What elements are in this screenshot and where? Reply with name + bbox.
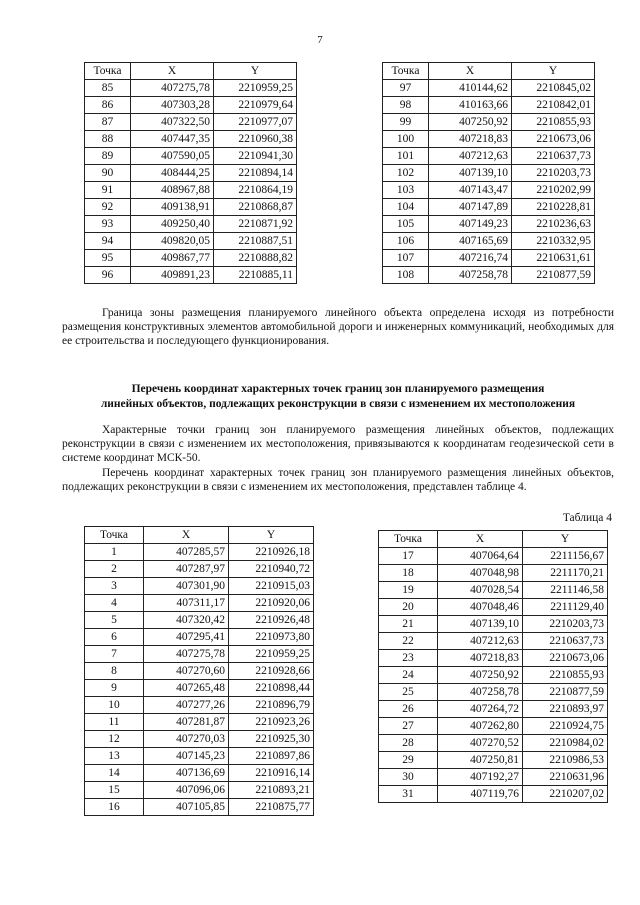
point-cell: 27 [379, 718, 438, 735]
col-header-point: Точка [85, 63, 131, 80]
y-cell: 2210894,14 [214, 165, 297, 182]
x-cell: 409867,77 [131, 250, 214, 267]
y-cell: 2210855,93 [512, 114, 595, 131]
x-cell: 407320,42 [144, 612, 229, 629]
y-cell: 2210926,18 [229, 544, 314, 561]
x-cell: 407270,03 [144, 731, 229, 748]
y-cell: 2211146,58 [523, 582, 608, 599]
heading-line-1: Перечень координат характерных точек границ зон планируемого размещения [131, 383, 545, 395]
point-cell: 85 [85, 80, 131, 97]
y-cell: 2211170,21 [523, 565, 608, 582]
x-cell: 407287,97 [144, 561, 229, 578]
x-cell: 407048,46 [438, 599, 523, 616]
point-cell: 18 [379, 565, 438, 582]
point-cell: 31 [379, 786, 438, 803]
y-cell: 2210236,63 [512, 216, 595, 233]
point-cell: 5 [85, 612, 144, 629]
col-header-y: Y [214, 63, 297, 80]
y-cell: 2210977,07 [214, 114, 297, 131]
table-row [383, 199, 595, 216]
section-heading [62, 382, 614, 412]
table-row [379, 684, 608, 701]
x-cell: 409250,40 [131, 216, 214, 233]
coordinates-table-1 [84, 62, 297, 284]
point-cell: 22 [379, 633, 438, 650]
x-cell: 407281,87 [144, 714, 229, 731]
point-cell: 4 [85, 595, 144, 612]
x-cell: 407311,17 [144, 595, 229, 612]
y-cell: 2210897,86 [229, 748, 314, 765]
table-row [85, 731, 314, 748]
x-cell: 407270,60 [144, 663, 229, 680]
table-row [85, 250, 297, 267]
y-cell: 2210864,19 [214, 182, 297, 199]
paragraph-characteristic-points: Характерные точки границ зон планируемого размещения линейных объектов, подлежащих реконструкции в связи с изменением их местоположения, привязываются к координатам геодезической сети в системе координат МСК-50. [62, 424, 614, 464]
coordinates-table-3 [84, 526, 314, 816]
table-row [85, 782, 314, 799]
table-row [379, 650, 608, 667]
x-cell: 407322,50 [131, 114, 214, 131]
col-header-x: X [131, 63, 214, 80]
x-cell: 407096,06 [144, 782, 229, 799]
table-row [379, 718, 608, 735]
point-cell: 12 [85, 731, 144, 748]
table-row [383, 148, 595, 165]
x-cell: 408967,88 [131, 182, 214, 199]
y-cell: 2210973,80 [229, 629, 314, 646]
y-cell: 2211156,67 [523, 548, 608, 565]
point-cell: 104 [383, 199, 429, 216]
y-cell: 2210925,30 [229, 731, 314, 748]
point-cell: 28 [379, 735, 438, 752]
y-cell: 2210915,03 [229, 578, 314, 595]
x-cell: 407590,05 [131, 148, 214, 165]
x-cell: 407447,35 [131, 131, 214, 148]
y-cell: 2210926,48 [229, 612, 314, 629]
table-row [383, 216, 595, 233]
table-row [383, 97, 595, 114]
table-row [379, 769, 608, 786]
coordinates-table-2 [382, 62, 595, 284]
table-row [383, 182, 595, 199]
y-cell: 2210986,53 [523, 752, 608, 769]
y-cell: 2210631,61 [512, 250, 595, 267]
col-header-x: X [438, 531, 523, 548]
table-row [379, 582, 608, 599]
y-cell: 2210855,93 [523, 667, 608, 684]
col-header-point: Точка [383, 63, 429, 80]
table-row [379, 667, 608, 684]
table-row [379, 735, 608, 752]
y-cell: 2210887,51 [214, 233, 297, 250]
y-cell: 2210941,30 [214, 148, 297, 165]
y-cell: 2210940,72 [229, 561, 314, 578]
x-cell: 407048,98 [438, 565, 523, 582]
point-cell: 94 [85, 233, 131, 250]
point-cell: 23 [379, 650, 438, 667]
x-cell: 407285,57 [144, 544, 229, 561]
point-cell: 98 [383, 97, 429, 114]
x-cell: 407265,48 [144, 680, 229, 697]
coordinates-table-4 [378, 530, 608, 803]
point-cell: 101 [383, 148, 429, 165]
point-cell: 108 [383, 267, 429, 284]
y-cell: 2210875,77 [229, 799, 314, 816]
point-cell: 88 [85, 131, 131, 148]
y-cell: 2211129,40 [523, 599, 608, 616]
y-cell: 2210979,64 [214, 97, 297, 114]
col-header-point: Точка [379, 531, 438, 548]
table-row [383, 165, 595, 182]
table-row [85, 578, 314, 595]
y-cell: 2210845,02 [512, 80, 595, 97]
point-cell: 92 [85, 199, 131, 216]
x-cell: 409891,23 [131, 267, 214, 284]
table-row [379, 616, 608, 633]
point-cell: 93 [85, 216, 131, 233]
table-row [85, 165, 297, 182]
y-cell: 2210637,73 [523, 633, 608, 650]
table-row [85, 216, 297, 233]
point-cell: 103 [383, 182, 429, 199]
x-cell: 408444,25 [131, 165, 214, 182]
point-cell: 3 [85, 578, 144, 595]
table-row [379, 701, 608, 718]
x-cell: 407216,74 [429, 250, 512, 267]
table-row [85, 80, 297, 97]
table-caption: Таблица 4 [562, 512, 612, 524]
y-cell: 2210637,73 [512, 148, 595, 165]
point-cell: 16 [85, 799, 144, 816]
point-cell: 30 [379, 769, 438, 786]
x-cell: 407262,80 [438, 718, 523, 735]
table-row [383, 114, 595, 131]
table-row [383, 267, 595, 284]
x-cell: 407136,69 [144, 765, 229, 782]
table-row [85, 267, 297, 284]
y-cell: 2210959,25 [229, 646, 314, 663]
x-cell: 407275,78 [131, 80, 214, 97]
x-cell: 407295,41 [144, 629, 229, 646]
y-cell: 2210923,26 [229, 714, 314, 731]
y-cell: 2210885,11 [214, 267, 297, 284]
point-cell: 96 [85, 267, 131, 284]
y-cell: 2210920,06 [229, 595, 314, 612]
x-cell: 407028,54 [438, 582, 523, 599]
y-cell: 2210203,73 [512, 165, 595, 182]
point-cell: 14 [85, 765, 144, 782]
table-row [379, 752, 608, 769]
heading-line-2: линейных объектов, подлежащих реконструкции в связи с изменением их местоположения [100, 398, 576, 410]
x-cell: 407250,92 [429, 114, 512, 131]
point-cell: 25 [379, 684, 438, 701]
point-cell: 87 [85, 114, 131, 131]
x-cell: 407218,83 [438, 650, 523, 667]
col-header-y: Y [229, 527, 314, 544]
table-row [379, 548, 608, 565]
y-cell: 2210928,66 [229, 663, 314, 680]
point-cell: 21 [379, 616, 438, 633]
y-cell: 2210960,38 [214, 131, 297, 148]
point-cell: 100 [383, 131, 429, 148]
table-row [85, 595, 314, 612]
x-cell: 409138,91 [131, 199, 214, 216]
table-row [379, 565, 608, 582]
x-cell: 407212,63 [438, 633, 523, 650]
point-cell: 91 [85, 182, 131, 199]
table-row [379, 599, 608, 616]
x-cell: 409820,05 [131, 233, 214, 250]
table-row [85, 680, 314, 697]
point-cell: 9 [85, 680, 144, 697]
point-cell: 99 [383, 114, 429, 131]
y-cell: 2210877,59 [512, 267, 595, 284]
table-row [383, 131, 595, 148]
x-cell: 407105,85 [144, 799, 229, 816]
point-cell: 2 [85, 561, 144, 578]
table-row [85, 714, 314, 731]
x-cell: 407218,83 [429, 131, 512, 148]
y-cell: 2210888,82 [214, 250, 297, 267]
table-row [85, 612, 314, 629]
x-cell: 407250,92 [438, 667, 523, 684]
table-row [85, 697, 314, 714]
table-row [85, 646, 314, 663]
x-cell: 407301,90 [144, 578, 229, 595]
y-cell: 2210924,75 [523, 718, 608, 735]
y-cell: 2210202,99 [512, 182, 595, 199]
point-cell: 107 [383, 250, 429, 267]
table-row [85, 97, 297, 114]
point-cell: 19 [379, 582, 438, 599]
point-cell: 106 [383, 233, 429, 250]
y-cell: 2210959,25 [214, 80, 297, 97]
point-cell: 29 [379, 752, 438, 769]
table-row [85, 233, 297, 250]
table-row [85, 748, 314, 765]
x-cell: 407250,81 [438, 752, 523, 769]
point-cell: 7 [85, 646, 144, 663]
point-cell: 20 [379, 599, 438, 616]
y-cell: 2210893,97 [523, 701, 608, 718]
x-cell: 407258,78 [429, 267, 512, 284]
y-cell: 2210868,87 [214, 199, 297, 216]
y-cell: 2210877,59 [523, 684, 608, 701]
col-header-x: X [429, 63, 512, 80]
x-cell: 407258,78 [438, 684, 523, 701]
page-number: 7 [317, 34, 323, 46]
point-cell: 10 [85, 697, 144, 714]
x-cell: 407149,23 [429, 216, 512, 233]
point-cell: 24 [379, 667, 438, 684]
y-cell: 2210898,44 [229, 680, 314, 697]
col-header-point: Точка [85, 527, 144, 544]
table-row [379, 633, 608, 650]
x-cell: 407275,78 [144, 646, 229, 663]
x-cell: 407139,10 [429, 165, 512, 182]
x-cell: 407119,76 [438, 786, 523, 803]
point-cell: 95 [85, 250, 131, 267]
y-cell: 2210893,21 [229, 782, 314, 799]
x-cell: 407143,47 [429, 182, 512, 199]
table-row [85, 561, 314, 578]
point-cell: 105 [383, 216, 429, 233]
col-header-x: X [144, 527, 229, 544]
x-cell: 407192,27 [438, 769, 523, 786]
y-cell: 2210871,92 [214, 216, 297, 233]
point-cell: 15 [85, 782, 144, 799]
table-row [85, 544, 314, 561]
col-header-y: Y [512, 63, 595, 80]
y-cell: 2210673,06 [512, 131, 595, 148]
x-cell: 407064,64 [438, 548, 523, 565]
point-cell: 89 [85, 148, 131, 165]
table-row [85, 182, 297, 199]
x-cell: 407147,89 [429, 199, 512, 216]
point-cell: 26 [379, 701, 438, 718]
table-row [85, 799, 314, 816]
y-cell: 2210916,14 [229, 765, 314, 782]
table-row [85, 629, 314, 646]
table-row [383, 80, 595, 97]
point-cell: 102 [383, 165, 429, 182]
col-header-y: Y [523, 531, 608, 548]
y-cell: 2210673,06 [523, 650, 608, 667]
y-cell: 2210896,79 [229, 697, 314, 714]
x-cell: 407145,23 [144, 748, 229, 765]
y-cell: 2210842,01 [512, 97, 595, 114]
point-cell: 6 [85, 629, 144, 646]
x-cell: 407264,72 [438, 701, 523, 718]
y-cell: 2210207,02 [523, 786, 608, 803]
x-cell: 410144,62 [429, 80, 512, 97]
point-cell: 1 [85, 544, 144, 561]
table-row [383, 250, 595, 267]
table-row [383, 233, 595, 250]
x-cell: 407303,28 [131, 97, 214, 114]
x-cell: 407139,10 [438, 616, 523, 633]
table-row [85, 131, 297, 148]
x-cell: 407165,69 [429, 233, 512, 250]
table-row [85, 663, 314, 680]
table-row [85, 148, 297, 165]
point-cell: 90 [85, 165, 131, 182]
y-cell: 2210228,81 [512, 199, 595, 216]
point-cell: 13 [85, 748, 144, 765]
point-cell: 17 [379, 548, 438, 565]
table-row [85, 199, 297, 216]
y-cell: 2210203,73 [523, 616, 608, 633]
paragraph-zone-boundary: Граница зоны размещения планируемого линейного объекта определена исходя из потребности размещения конструктивных элементов автомобильной дороги и инженерных коммуникаций, необходимых для ее строительства и последующего функционирования. [62, 307, 614, 347]
point-cell: 97 [383, 80, 429, 97]
x-cell: 407277,26 [144, 697, 229, 714]
y-cell: 2210332,95 [512, 233, 595, 250]
y-cell: 2210631,96 [523, 769, 608, 786]
table-row [85, 765, 314, 782]
x-cell: 410163,66 [429, 97, 512, 114]
point-cell: 11 [85, 714, 144, 731]
table-row [379, 786, 608, 803]
y-cell: 2210984,02 [523, 735, 608, 752]
x-cell: 407212,63 [429, 148, 512, 165]
point-cell: 8 [85, 663, 144, 680]
paragraph-table-reference: Перечень координат характерных точек границ зон планируемого размещения линейных объектов, подлежащих реконструкции в связи с изменением их местоположения, представлен таблице 4. [62, 467, 614, 493]
table-row [85, 114, 297, 131]
point-cell: 86 [85, 97, 131, 114]
x-cell: 407270,52 [438, 735, 523, 752]
